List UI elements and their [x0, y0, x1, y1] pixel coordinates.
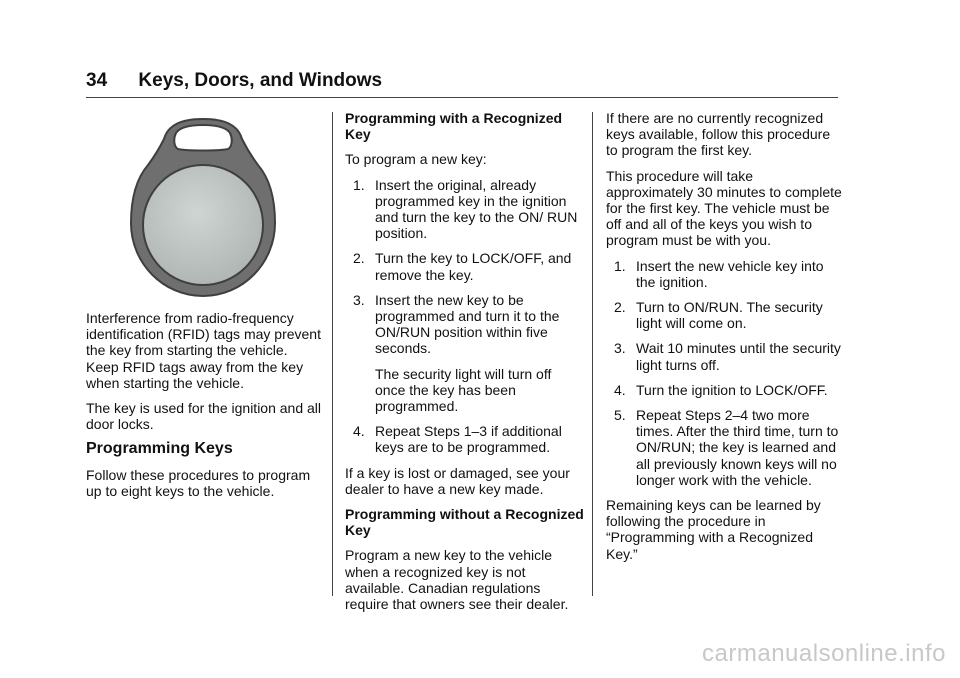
list-item: 1. Insert the new vehicle key into the ignition.	[614, 257, 824, 290]
lost-key-text: If a key is lost or damaged, see your dealer to have a new key made.	[345, 464, 570, 497]
column-2	[345, 110, 585, 621]
no-keys-text: If there are no currently recognized keys available, follow this procedure to program the first key.	[606, 110, 831, 159]
remaining-keys-text: Remaining keys can be learned by following the procedure in “Programming with a Recognized Key.”	[606, 497, 821, 562]
steps-without-key	[606, 258, 842, 488]
rfid-interference-text: Interference from radio-frequency identification (RFID) tags may prevent the key from starting the vehicle. Keep RFID tags away from the key when starting the vehicle.	[86, 310, 321, 391]
subheading-with-recognized-key: Programming with a Recognized Key	[345, 110, 563, 143]
programming-intro-text: Follow these procedures to program up to eight keys to the vehicle.	[86, 466, 311, 499]
header-rule	[86, 97, 838, 98]
page-header	[86, 70, 382, 92]
list-item: 2. Turn to ON/RUN. The security light will come on.	[614, 299, 823, 332]
section-title: Keys, Doors, and Windows	[138, 70, 383, 91]
list-item: 3. Insert the new key to be programmed and turn it to the ON/RUN position within five seconds. The security light will turn off once the key has been programmed.	[345, 292, 585, 414]
column-divider-2	[592, 112, 593, 596]
rfid-key-fob-icon	[130, 117, 276, 297]
programming-keys-heading: Programming Keys	[86, 440, 233, 458]
key-usage-text: The key is used for the ignition and all door locks.	[86, 400, 322, 433]
list-item: 4. Repeat Steps 1–3 if additional keys are to be programmed.	[353, 423, 562, 456]
column-3	[606, 110, 842, 571]
duration-text: This procedure will take approximately 30 minutes to complete for the first key. The vehicle must be off and all of the keys you wish to program must be with you.	[606, 167, 842, 249]
list-item: 1. Insert the original, already programmed key in the ignition and turn the key to the ON/ RUN position.	[353, 176, 578, 242]
list-item: 4. Turn the ignition to LOCK/OFF.	[614, 381, 828, 398]
list-item: 3. Wait 10 minutes until the security light turns off.	[614, 340, 841, 373]
program-intro: To program a new key:	[345, 151, 487, 168]
steps-with-key	[345, 177, 585, 456]
list-item: 2. Turn the key to LOCK/OFF, and remove the key.	[353, 250, 572, 283]
step-note: The security light will turn off once the key has been programmed.	[375, 365, 552, 415]
list-item: 5. Repeat Steps 2–4 two more times. After the third time, turn to ON/RUN; the key is learned and all previously known keys will no longer work with the vehicle.	[614, 407, 839, 488]
subheading-without-recognized-key: Programming without a Recognized Key	[345, 506, 584, 539]
without-key-text: Program a new key to the vehicle when a recognized key is not available. Canadian regulations require that owners see their dealer.	[345, 547, 569, 613]
column-divider-1	[332, 112, 333, 596]
page-number: 34	[86, 70, 108, 91]
watermark-link[interactable]: carmanualsonline.info	[702, 640, 946, 667]
